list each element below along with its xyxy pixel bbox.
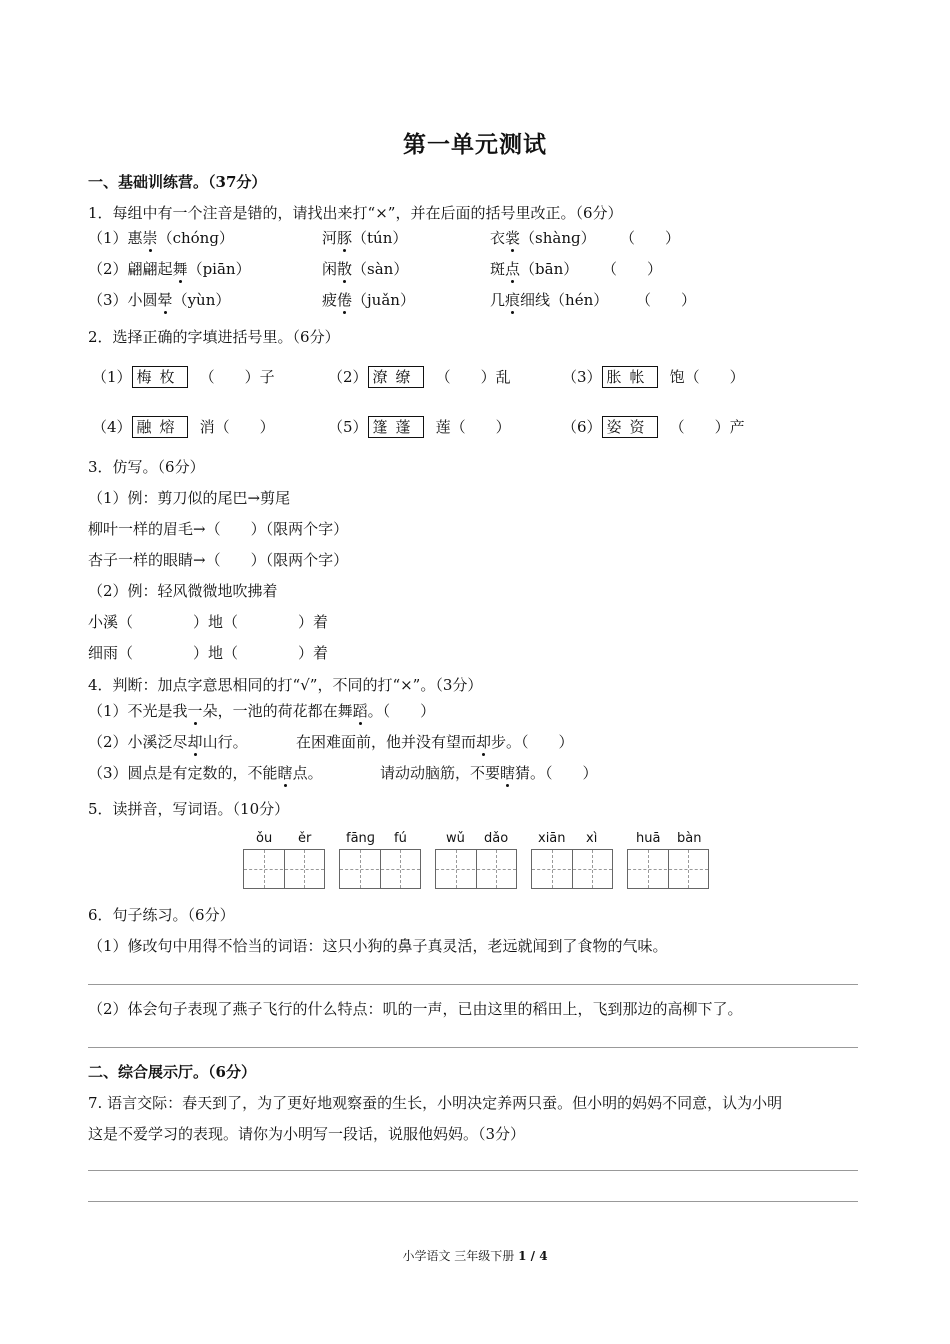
q1-answer-blank[interactable]: （ ） [636, 291, 697, 309]
pinyin-label: fānɡ [346, 831, 376, 846]
q1-item-a: （1）惠崇（chónɡ） [88, 229, 234, 247]
question-6-stem: 6．句子练习。（6分） [88, 906, 235, 924]
q3-line: 小溪（ ）地（ ）着 [88, 613, 329, 631]
pinyin-label: dǎo [484, 831, 509, 846]
char-choice-box: 姿资 [602, 416, 658, 438]
char-choice-box: 胀帐 [602, 366, 658, 388]
q1-item-a: （2）翩翩起舞（piān） [88, 260, 251, 278]
pinyin-label: huā [636, 831, 661, 846]
pinyin-label: xiān [538, 831, 566, 846]
q3-line: （2）例：轻风微微地吹拂着 [88, 582, 278, 600]
q2-item-1: （1） 梅枚 （ ）子 [92, 368, 275, 386]
section-heading-1: 一、基础训练营。（37分） [88, 173, 267, 191]
pinyin-label: xì [586, 831, 598, 846]
q1-item-b: 河豚（tún） [322, 229, 408, 247]
char-choice-box: 融熔 [132, 416, 188, 438]
q1-item-c: 斑点（bān） [490, 260, 579, 278]
answer-line[interactable] [88, 1170, 858, 1171]
q1-item-c: 衣裳（shànɡ） [490, 229, 596, 247]
char-choice-box: 潦缭 [368, 366, 424, 388]
q4-line-1: （1）不光是我一朵，一池的荷花都在舞蹈。（ ） [88, 702, 436, 720]
question-1-stem: 1．每组中有一个注音是错的，请找出来打“×”，并在后面的括号里改正。（6分） [88, 204, 623, 222]
question-2-stem: 2．选择正确的字填进括号里。（6分） [88, 328, 340, 346]
q6-sentence-2: （2）体会句子表现了燕子飞行的什么特点：叽的一声，已由这里的稻田上，飞到那边的高柳下了。 [88, 1000, 743, 1018]
q4-line-3a: （3）圆点是有定数的，不能瞎点。 [88, 764, 323, 782]
question-5-stem: 5．读拼音，写词语。（10分） [88, 800, 290, 818]
question-3-stem: 3．仿写。（6分） [88, 458, 205, 476]
writing-grid[interactable] [435, 849, 517, 889]
q2-item-4: （4） 融熔 消（ ） [92, 418, 275, 436]
q4-line-3b: 请动动脑筋，不要瞎猜。（ ） [380, 764, 598, 782]
question-4-stem: 4．判断：加点字意思相同的打“√”，不同的打“×”。（3分） [88, 676, 483, 694]
pinyin-label: ǒu [256, 831, 273, 846]
answer-line[interactable] [88, 1047, 858, 1048]
writing-grid[interactable] [531, 849, 613, 889]
pinyin-label: ěr [298, 831, 312, 846]
question-7-line-2: 这是不爱学习的表现。请你为小明写一段话，说服他妈妈。（3分） [88, 1125, 526, 1143]
q1-answer-blank[interactable]: （ ） [620, 229, 681, 247]
writing-grid[interactable] [627, 849, 709, 889]
q4-line-2a: （2）小溪泛尽却山行。 [88, 733, 248, 751]
page-footer: 小学语文 三年级下册 1 / 4 [402, 1249, 548, 1263]
section-heading-2: 二、综合展示厅。（6分） [88, 1063, 256, 1081]
q1-item-a: （3）小圆晕（yùn） [88, 291, 231, 309]
q4-line-2b: 在困难面前，他并没有望而却步。（ ） [296, 733, 574, 751]
char-choice-box: 梅枚 [132, 366, 188, 388]
q2-item-3: （3） 胀帐 饱（ ） [562, 368, 745, 386]
q2-item-6: （6） 姿资 （ ）产 [562, 418, 745, 436]
q3-line: （1）例：剪刀似的尾巴→剪尾 [88, 489, 291, 507]
pinyin-label: wǔ [446, 831, 465, 846]
page-number: 1 / 4 [518, 1249, 548, 1263]
pinyin-label: fú [394, 831, 407, 846]
page-title: 第一单元测试 [403, 131, 547, 158]
q1-answer-blank[interactable]: （ ） [602, 260, 663, 278]
answer-line[interactable] [88, 1201, 858, 1202]
writing-grid[interactable] [339, 849, 421, 889]
q3-line: 杏子一样的眼睛→（ ）（限两个字） [88, 551, 349, 569]
q3-line: 细雨（ ）地（ ）着 [88, 644, 329, 662]
answer-line[interactable] [88, 984, 858, 985]
q6-sentence-1: （1）修改句中用得不恰当的词语：这只小狗的鼻子真灵活，老远就闻到了食物的气味。 [88, 937, 668, 955]
char-choice-box: 篷蓬 [368, 416, 424, 438]
writing-grid[interactable] [243, 849, 325, 889]
q1-item-b: 疲倦（juǎn） [322, 291, 415, 309]
q1-item-c: 几痕细线（hén） [490, 291, 609, 309]
q1-item-b: 闲散（sàn） [322, 260, 409, 278]
q3-line: 柳叶一样的眉毛→（ ）（限两个字） [88, 520, 349, 538]
q2-item-2: （2） 潦缭 （ ）乱 [328, 368, 511, 386]
q2-item-5: （5） 篷蓬 莲（ ） [328, 418, 511, 436]
question-7-line-1: 7. 语言交际：春天到了，为了更好地观察蚕的生长，小明决定养两只蚕。但小明的妈妈不同意，认为小明 [88, 1094, 783, 1112]
pinyin-label: bàn [677, 831, 702, 846]
